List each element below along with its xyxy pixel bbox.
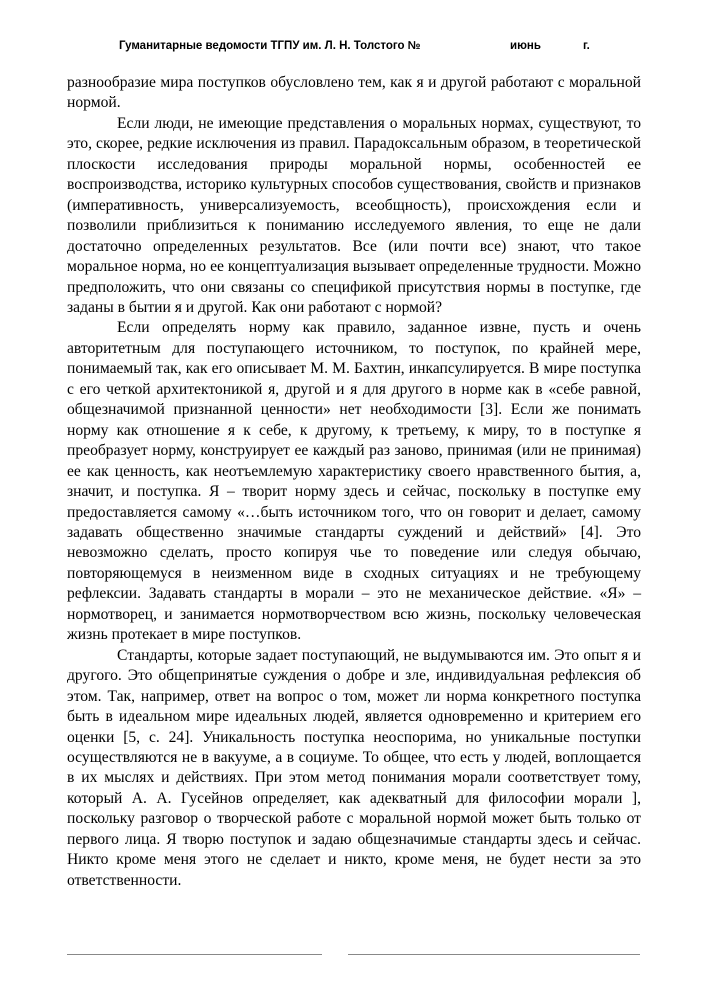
journal-title: Гуманитарные ведомости ТГПУ им. Л. Н. Толстого № (119, 40, 421, 52)
paragraph: Если люди, не имеющие представления о моральных нормах, существуют, то это, скорее, редкие исключения из правил. Парадоксальным образом, в теоретической плоскости исследования природы моральной нормы, особенностей ее воспроизводства, историко культурных способов существования, свойств и признаков (императивность, универсализуемость, всеобщность), происхождения если и позволили приблизиться к пониманию исследуемого явления, то еще не дали достаточно определенных результатов. Все (или почти все) знают, что такое моральное норма, но ее концептуализация вызывает определенные трудности. Можно предположить, что они связаны со спецификой присутствия нормы в поступке, где заданы в бытии я и другой. Как они работают с нормой? (67, 114, 641, 316)
paragraph: Если определять норму как правило, заданное извне, пусть и очень авторитетным для поступающего источником, то поступок, по крайней мере, понимаемый так, как его описывает М. М. Бахтин, инкапсулируется. В мире поступка с его четкой архитектоникой я, другой и я для другого в норме как в «себе равной, общезначимой признанной ценности» нет необходимости [3]. Если же понимать норму как отношение я к себе, к другому, к третьему, к миру, то в поступке я преобразует норму, конструирует ее каждый раз заново, принимая (или не принимая) ее как ценность, как неотъемлемую характеристику своего нравственного бытия, а, значит, и поступка. Я – творит норму здесь и сейчас, поскольку в поступке ему предоставляется самому «…быть источником того, что он говорит и делает, самому задавать общественно значимые стандарты суждений и действий» [4]. Это невозможно сделать, просто копируя чье то поведение или следуя обычаю, повторяющемуся в неизменном виде в сходных ситуациях и не требующему рефлексии. Задавать стандарты в морали – это не механическое действие. «Я» – нормотворец, и занимается нормотворчеством всю жизнь, поскольку человеческая жизнь протекает в мире поступков. (67, 319, 641, 644)
issue-month: июнь (510, 40, 541, 52)
article-body (67, 73, 641, 891)
running-header (0, 40, 709, 56)
footer-rule-right (348, 954, 640, 955)
footer-rule-left (67, 954, 322, 955)
issue-year: г. (583, 40, 590, 52)
paragraph-continuation: разнообразие мира поступков обусловлено тем, как я и другой работают с моральной нормой. (67, 74, 641, 112)
paragraph: Стандарты, которые задает поступающий, не выдумываются им. Это опыт я и другого. Это общепринятые суждения о добре и зле, индивидуальная рефлексия об этом. Так, например, ответ на вопрос о том, может ли норма конкретного поступка быть в идеальном мире идеальных людей, является одновременно и критерием его оценки [5, с. 24]. Уникальность поступка неоспорима, но уникальные поступки осуществляются не в вакууме, а в социуме. То общее, что есть у людей, воплощается в их мыслях и действиях. При этом метод понимания морали соответствует тому, который А. А. Гусейнов определяет, как адекватный для философии морали ], поскольку разговор о творческой работе с моральной нормой может быть только от первого лица. Я творю поступок и задаю общезначимые стандарты здесь и сейчас. Никто кроме меня этого не сделает и никто, кроме меня, не будет нести за это ответственности. (67, 646, 641, 889)
